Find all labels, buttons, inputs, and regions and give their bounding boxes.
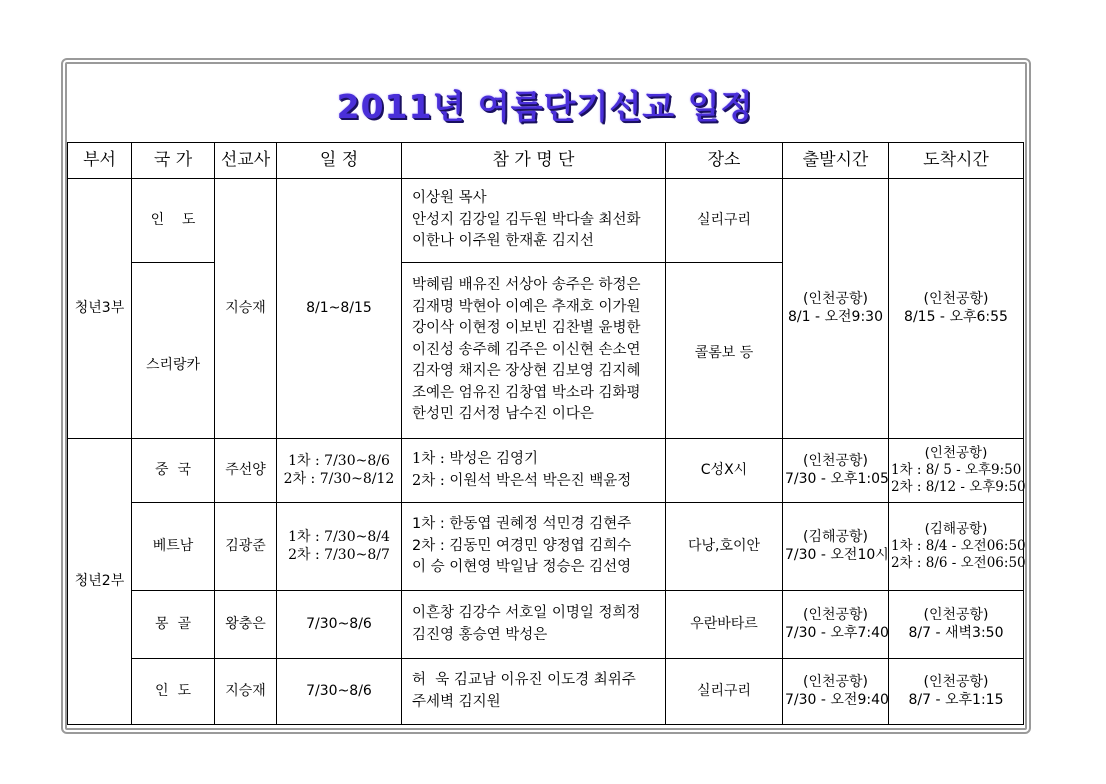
place-cell: 콜롬보 등: [666, 263, 783, 439]
participant-line: 김진영 홍승연 박성은: [412, 626, 548, 643]
departure-cell: [783, 179, 889, 439]
arrival-airport: (인천공항): [923, 607, 989, 623]
missionary-cell: 김광준: [215, 503, 277, 591]
participant-line: 허 욱 김교남 이유진 이도경 최위주: [412, 672, 636, 689]
departure-airport: (김해공항): [802, 529, 869, 545]
table-row: [68, 659, 1024, 725]
arrival-cell: [889, 439, 1024, 503]
arrival-time: 8/7 - 새벽3:50: [908, 624, 1004, 641]
place-cell: 다낭,호이안: [666, 503, 783, 591]
page-title: 2011년 여름단기선교 일정: [336, 86, 754, 126]
place-cell: 우란바타르: [666, 591, 783, 659]
departure-cell: [783, 439, 889, 503]
participant-line: 조예은 엄유진 김창엽 박소라 김화평: [412, 384, 641, 401]
arrival-cell: [889, 591, 1024, 659]
country-cell: [132, 439, 215, 503]
participant-line: 강이삭 이현정 이보빈 김찬별 윤병한: [412, 320, 641, 337]
participant-line: 이 승 이현영 박일남 정승은 김선영: [412, 559, 632, 576]
participants-cell: [402, 263, 666, 439]
departure-cell: [783, 591, 889, 659]
country-cell: [132, 659, 215, 725]
table-row: [68, 503, 1024, 591]
arrival-time: 2차 : 8/12 - 오후9:50: [891, 478, 1026, 495]
participant-line: 김재명 박현아 이예은 추재호 이가원: [412, 298, 641, 315]
departure-time: 7/30 - 오전10시: [785, 546, 889, 563]
participant-line: 김자영 채지은 장상현 김보영 김지혜: [412, 363, 641, 380]
country-text: 인 도: [155, 682, 191, 699]
header-row: [68, 143, 1024, 179]
header-departure: 출발시간: [783, 143, 889, 179]
table-row: [68, 591, 1024, 659]
departure-airport: (인천공항): [802, 674, 869, 690]
departure-cell: [783, 659, 889, 725]
participant-line: 한성민 김서정 남수진 이다은: [412, 406, 594, 423]
departure-airport: (인천공항): [802, 291, 869, 307]
header-missionary: 선교사: [215, 143, 277, 179]
schedule-line: 1차 : 7/30~8/4: [288, 529, 390, 545]
departure-time: 7/30 - 오후7:40: [785, 624, 889, 641]
schedule-line: 2차 : 7/30~8/12: [283, 470, 395, 487]
participants-cell: [402, 659, 666, 725]
departure-time: 8/1 - 오전9:30: [788, 308, 883, 325]
arrival-cell: [889, 179, 1024, 439]
title-area: [67, 66, 1023, 142]
arrival-airport: (인천공항): [923, 291, 989, 307]
arrival-airport: (김해공항): [924, 521, 988, 538]
arrival-time: 2차 : 8/6 - 오전06:50: [891, 554, 1026, 571]
country-text: 중 국: [155, 461, 191, 478]
country-cell: 스리랑카: [132, 263, 215, 439]
participants-cell: [402, 439, 666, 503]
header-participants: 참 가 명 단: [402, 143, 666, 179]
participant-line: 이진성 송주혜 김주은 이신현 손소연: [412, 341, 641, 358]
place-cell: 실리구리: [666, 179, 783, 263]
schedule-cell: [277, 439, 402, 503]
missionary-cell: 주선양: [215, 439, 277, 503]
arrival-time: 1차 : 8/ 5 - 오후9:50: [891, 462, 1022, 479]
departure-airport: (인천공항): [802, 607, 869, 623]
header-schedule: 일 정: [277, 143, 402, 179]
departure-cell: [783, 503, 889, 591]
dept-cell: 청년3부: [68, 179, 132, 439]
place-cell: 실리구리: [666, 659, 783, 725]
schedule-cell: 7/30~8/6: [277, 659, 402, 725]
arrival-cell: [889, 503, 1024, 591]
departure-airport: (인천공항): [802, 453, 869, 469]
schedule-line: 1차 : 7/30~8/6: [288, 453, 390, 469]
arrival-time: 1차 : 8/4 - 오전06:50: [891, 538, 1026, 555]
participant-line: 2차 : 김동민 여경민 양정엽 김희수: [412, 537, 632, 554]
departure-time: 7/30 - 오후1:05: [785, 470, 889, 487]
schedule-cell: 7/30~8/6: [277, 591, 402, 659]
missionary-cell: 왕충은: [215, 591, 277, 659]
participant-line: 주세벽 김지원: [412, 693, 501, 710]
table-row: [68, 179, 1024, 263]
arrival-airport: (인천공항): [924, 445, 988, 462]
dept-cell: 청년2부: [68, 439, 132, 725]
arrival-time: 8/15 - 오후6:55: [904, 308, 1008, 325]
schedule-cell: 8/1~8/15: [277, 179, 402, 439]
header-arrival: 도착시간: [889, 143, 1024, 179]
header-place: 장소: [666, 143, 783, 179]
missionary-cell: 지승재: [215, 179, 277, 439]
participant-line: 2차 : 이원석 박은석 박은진 백윤정: [412, 472, 632, 489]
country-cell: [132, 179, 215, 263]
participant-line: 1차 : 한동엽 권혜정 석민경 김현주: [412, 516, 632, 533]
country-cell: 베트남: [132, 503, 215, 591]
arrival-time: 8/7 - 오후1:15: [908, 691, 1004, 708]
participant-line: 이흔창 김강수 서호일 이명일 정희정: [412, 605, 641, 622]
schedule-cell: [277, 503, 402, 591]
place-cell: C성X시: [666, 439, 783, 503]
participant-line: 이상원 목사: [412, 190, 487, 207]
participants-cell: [402, 179, 666, 263]
arrival-cell: [889, 659, 1024, 725]
schedule-table: [67, 142, 1024, 725]
country-text: 인 도: [150, 211, 196, 228]
header-dept: 부서: [68, 143, 132, 179]
country-text: 몽 골: [155, 615, 191, 632]
missionary-cell: 지승재: [215, 659, 277, 725]
participant-line: 안성지 김강일 김두원 박다솔 최선화: [412, 211, 641, 228]
participants-cell: [402, 503, 666, 591]
country-cell: [132, 591, 215, 659]
participant-line: 1차 : 박성은 김영기: [412, 451, 538, 468]
arrival-airport: (인천공항): [923, 674, 989, 690]
header-country: 국 가: [132, 143, 215, 179]
schedule-line: 2차 : 7/30~8/7: [288, 546, 390, 563]
table-row: [68, 439, 1024, 503]
departure-time: 7/30 - 오전9:40: [785, 691, 889, 708]
participant-line: 이한나 이주원 한재훈 김지선: [412, 233, 594, 250]
participant-line: 박혜림 배유진 서상아 송주은 하정은: [412, 277, 641, 294]
participants-cell: [402, 591, 666, 659]
